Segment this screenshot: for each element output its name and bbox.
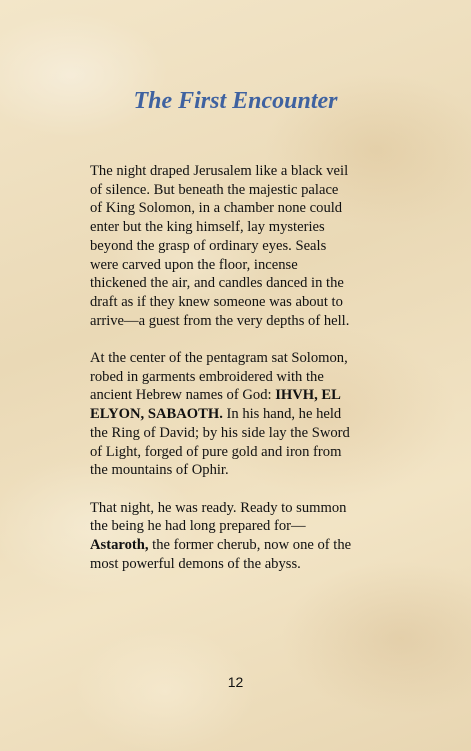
- bold-demon-name: Astaroth,: [90, 537, 149, 554]
- text-line: were carved upon the floor, incense: [90, 256, 298, 273]
- text-line-mixed: [90, 386, 390, 405]
- text-line: the Ring of David; by his side lay the Sword: [90, 424, 350, 441]
- text-line: At the center of the pentagram sat Solomon,: [90, 350, 348, 367]
- text-line: of silence. But beneath the majestic palace: [90, 181, 339, 198]
- paragraph: [90, 499, 390, 574]
- text-line: arrive—a guest from the very depths of hell.: [90, 312, 350, 329]
- text-line: the mountains of Ophir.: [90, 462, 229, 479]
- text-line: thickened the air, and candles danced in the: [90, 275, 344, 292]
- bold-divine-names: ELYON, SABAOTH.: [90, 406, 223, 423]
- text-line-mixed: [90, 405, 390, 424]
- text-line: most powerful demons of the abyss.: [90, 555, 301, 572]
- text-line: beyond the grasp of ordinary eyes. Seals: [90, 237, 327, 254]
- paragraph: [90, 162, 390, 330]
- text-run: In his hand, he held: [222, 406, 342, 423]
- text-line: the being he had long prepared for—: [90, 518, 306, 535]
- chapter-title: The First Encounter: [133, 88, 338, 114]
- text-run: the former cherub, now one of the: [148, 537, 352, 554]
- text-line: The night draped Jerusalem like a black veil: [90, 163, 349, 179]
- chapter-body: [90, 162, 390, 592]
- text-line: robed in garments embroidered with the: [90, 368, 324, 385]
- text-line: That night, he was ready. Ready to summon: [90, 499, 347, 516]
- text-line: draft as if they knew someone was about to: [90, 293, 343, 310]
- text-line: of Light, forged of pure gold and iron from: [90, 443, 342, 460]
- text-line: of King Solomon, in a chamber none could: [90, 200, 343, 217]
- paragraph: [90, 349, 390, 480]
- bold-divine-names: IHVH, EL: [275, 387, 341, 404]
- text-line-mixed: [90, 536, 390, 555]
- page-number: 12: [227, 674, 244, 690]
- text-line: enter but the king himself, lay mysteries: [90, 219, 325, 236]
- text-run: ancient Hebrew names of God:: [90, 387, 276, 404]
